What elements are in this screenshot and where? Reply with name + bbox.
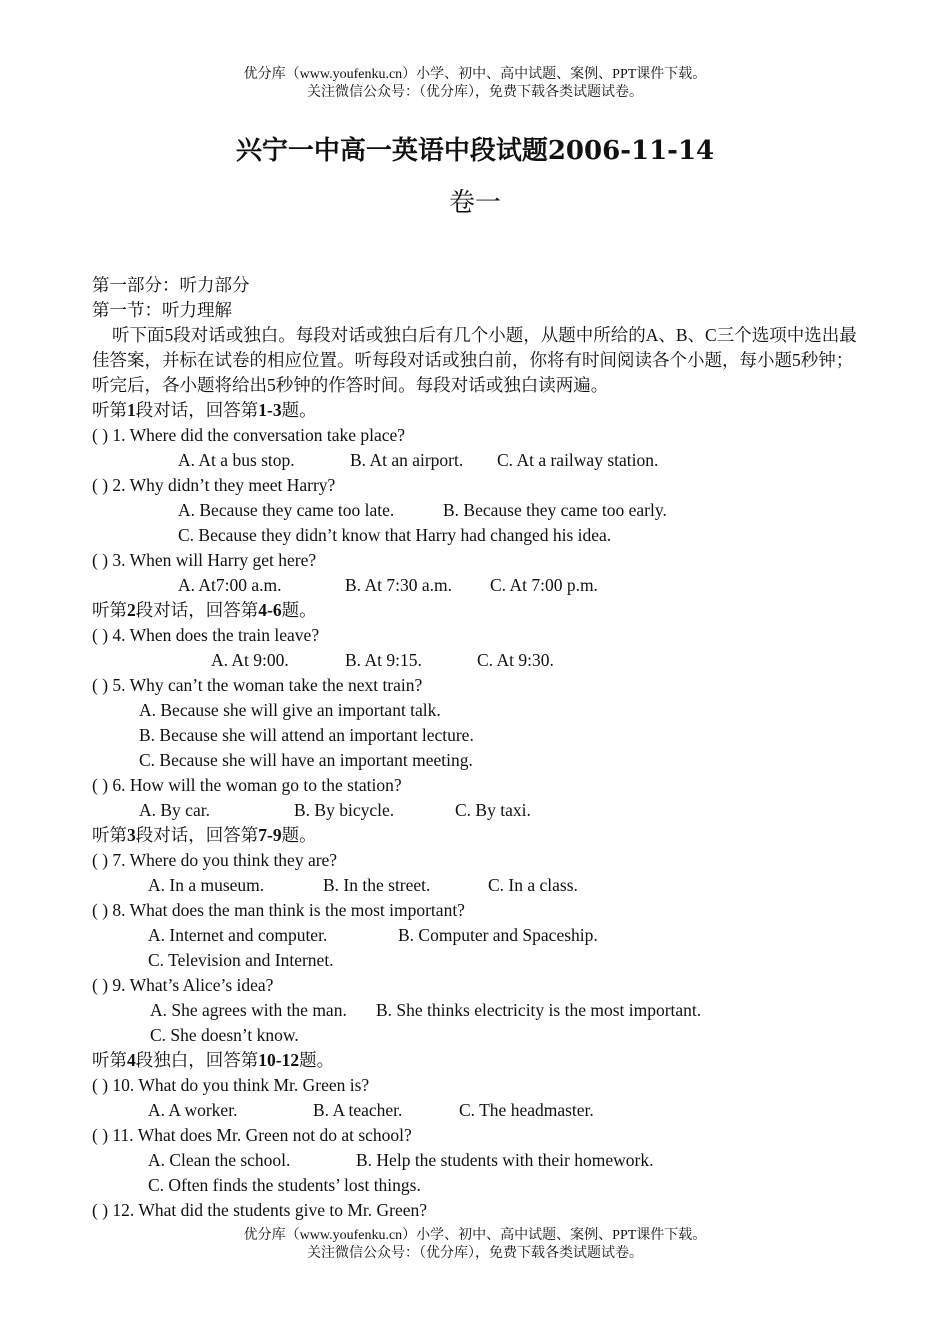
option-b: B. Computer and Spaceship. — [398, 925, 598, 945]
part-heading: 第一部分：听力部分 — [92, 275, 250, 295]
option-b: B. At an airport. — [350, 450, 464, 470]
option-a: A. She agrees with the man. — [150, 1000, 347, 1020]
option-c: C. At a railway station. — [497, 450, 659, 470]
question-5: ( ) 5. Why can’t the woman take the next train? — [92, 675, 423, 695]
page-header — [0, 66, 950, 102]
question-12: ( ) 12. What did the students give to Mr. Green? — [92, 1200, 428, 1220]
option-c: C. At 7:00 p.m. — [490, 575, 598, 595]
question-2: ( ) 2. Why didn’t they meet Harry? — [92, 475, 336, 495]
question-6: ( ) 6. How will the woman go to the station? — [92, 775, 402, 795]
option-b: B. At 7:30 a.m. — [345, 575, 452, 595]
question-5-option-c: C. Because she will have an important meeting. — [139, 750, 473, 770]
option-a: A. Internet and computer. — [148, 925, 328, 945]
option-a: A. In a museum. — [148, 875, 265, 895]
option-a: A. By car. — [139, 800, 210, 820]
question-9-option-c-line — [92, 1023, 862, 1048]
section-heading: 第一节：听力理解 — [92, 300, 232, 320]
option-b: B. Help the students with their homework. — [356, 1150, 654, 1170]
question-11-options — [92, 1148, 862, 1173]
question-7: ( ) 7. Where do you think they are? — [92, 850, 338, 870]
option-b: B. At 9:15. — [345, 650, 422, 670]
exam-title: 兴宁一中高一英语中段试题2006-11-14 — [235, 136, 715, 166]
question-9-options — [92, 998, 862, 1023]
question-6-options — [92, 798, 862, 823]
option-b: B. She thinks electricity is the most important. — [376, 1000, 702, 1020]
option-b: B. A teacher. — [313, 1100, 403, 1120]
option-c: C. The headmaster. — [459, 1100, 594, 1120]
dialog-heading: 听第2段对话，回答第4-6题。 — [92, 600, 317, 620]
option-a: A. At7:00 a.m. — [178, 575, 282, 595]
option-a: A. Because they came too late. — [178, 500, 395, 520]
option-a: A. At 9:00. — [211, 650, 289, 670]
footer-line-2: 关注微信公众号：（优分库），免费下载各类试题试卷。 — [307, 1246, 643, 1261]
question-3-options — [92, 573, 862, 598]
exam-subtitle: 卷一 — [448, 188, 501, 217]
option-a: A. At a bus stop. — [178, 450, 295, 470]
option-a: A. A worker. — [148, 1100, 238, 1120]
dialog-heading: 听第3段对话，回答第7-9题。 — [92, 825, 317, 845]
question-8-options — [92, 923, 862, 948]
question-4: ( ) 4. When does the train leave? — [92, 625, 320, 645]
question-8-option-c-line — [92, 948, 862, 973]
instructions: 听下面5段对话或独白。每段对话或独白后有几个小题，从题中所给的A、B、C三个选项中选出最佳答案，并标在试卷的相应位置。听每段对话或独白前，你将有时间阅读各个小题，每小题5秒钟；听完后，各小题将给出5秒钟的作答时间。每段对话或独白读两遍。 — [92, 325, 857, 395]
option-c: C. By taxi. — [455, 800, 531, 820]
option-c: C. She doesn’t know. — [150, 1025, 299, 1045]
question-11: ( ) 11. What does Mr. Green not do at school? — [92, 1125, 412, 1145]
question-5-option-a: A. Because she will give an important talk. — [139, 700, 441, 720]
question-10-options — [92, 1098, 862, 1123]
option-c: C. Television and Internet. — [148, 950, 334, 970]
question-9: ( ) 9. What’s Alice’s idea? — [92, 975, 274, 995]
question-3: ( ) 3. When will Harry get here? — [92, 550, 317, 570]
question-1-options — [92, 448, 862, 473]
question-11-option-c-line — [92, 1173, 862, 1198]
question-8: ( ) 8. What does the man think is the most important? — [92, 900, 465, 920]
question-7-options — [92, 873, 862, 898]
question-10: ( ) 10. What do you think Mr. Green is? — [92, 1075, 370, 1095]
option-c: C. At 9:30. — [477, 650, 554, 670]
question-2-options — [92, 498, 862, 523]
page-footer — [0, 1227, 950, 1263]
dialog-heading: 听第1段对话，回答第1-3题。 — [92, 400, 317, 420]
header-line-2: 关注微信公众号：（优分库），免费下载各类试题试卷。 — [307, 85, 643, 100]
option-b: B. Because they came too early. — [443, 500, 667, 520]
question-5-option-b: B. Because she will attend an important lecture. — [139, 725, 474, 745]
option-c: C. Often finds the students’ lost things. — [148, 1175, 421, 1195]
question-2-option-c-line — [92, 523, 862, 548]
option-b: B. In the street. — [323, 875, 431, 895]
option-b: B. By bicycle. — [294, 800, 395, 820]
option-c: C. In a class. — [488, 875, 578, 895]
dialog-heading: 听第4段独白，回答第10-12题。 — [92, 1050, 335, 1070]
footer-line-1: 优分库（www.youfenku.cn）小学、初中、高中试题、案例、PPT课件下载。 — [243, 1228, 707, 1243]
option-a: A. Clean the school. — [148, 1150, 291, 1170]
question-1: ( ) 1. Where did the conversation take place? — [92, 425, 406, 445]
option-c: C. Because they didn’t know that Harry had changed his idea. — [178, 525, 612, 545]
question-4-options — [92, 648, 862, 673]
header-line-1: 优分库（www.youfenku.cn）小学、初中、高中试题、案例、PPT课件下载。 — [243, 67, 707, 82]
exam-content — [92, 273, 862, 1223]
